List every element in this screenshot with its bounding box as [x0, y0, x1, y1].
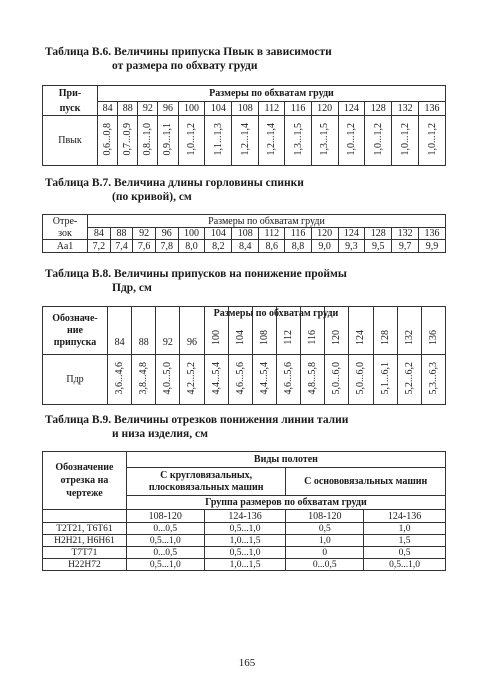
table-b8-value-text: 5,2...6,2 [403, 361, 415, 395]
table-b8-value-text: 5,3...6,3 [427, 361, 439, 395]
table-b9-fabric-1 [126, 468, 286, 496]
table-b8-row-label: Пдр [43, 355, 108, 405]
table-b9-value-cell: 0...0,5 [126, 547, 204, 559]
table-b7-value-cell: 7,4 [110, 240, 133, 253]
table-b6-size-cell: 88 [118, 102, 138, 116]
table-b8-row-header-1: Обозначе- [52, 312, 98, 324]
table-b8-size-text: 136 [427, 330, 439, 345]
table-b6-value-cell [138, 116, 158, 166]
table-b9-fabric-1-line2: плосковязальных машин [148, 481, 264, 493]
table-b6-value-text: 0,8...1,0 [142, 122, 154, 156]
table-b7-size-cell: 108 [232, 228, 259, 240]
table-b6-value-text: 1,1...1,3 [212, 122, 224, 156]
table-b7-value-cell: 8,8 [285, 240, 311, 253]
table-b8-size-text: 96 [186, 337, 197, 348]
table-b7-size-cell: 96 [155, 228, 178, 240]
table-b6-caption [45, 45, 332, 73]
table-b9-row-header-1: Обозначение [55, 462, 114, 473]
table-b6-value-text: 0,7...0,9 [122, 122, 134, 156]
table-b6-size-cell: 92 [138, 102, 158, 116]
table-b8-size-text: 128 [379, 330, 391, 345]
table-b9-group-header: Группа размеров по обхватам груди [126, 496, 445, 510]
table-b6-row-label: Пвык [43, 116, 98, 166]
table-b6-value-cell [419, 116, 446, 166]
table-b6-row-header-bottom: пуск [43, 102, 98, 116]
table-row [43, 559, 446, 571]
table-row [43, 547, 446, 559]
table-b7-row-header-bottom: зок [43, 228, 88, 240]
table-b7-size-cell: 132 [392, 228, 419, 240]
table-b6-value-cell [285, 116, 311, 166]
table-b7-value-cell: 9,3 [338, 240, 365, 253]
table-b7-size-cell: 104 [205, 228, 232, 240]
table-b7-size-cell: 124 [338, 228, 365, 240]
table-b6-value-text: 1,3...1,5 [292, 122, 304, 156]
table-b6-value-text: 1,2...1,4 [266, 122, 278, 156]
table-b7-value-cell: 9,5 [365, 240, 392, 253]
table-b9-value-cell: 0...0,5 [286, 559, 364, 571]
table-b6-value-text: 1,0...1,2 [345, 122, 357, 156]
table-b6-value-cell [392, 116, 419, 166]
table-b6-value-cell [232, 116, 259, 166]
table-b8-value-cell [204, 355, 228, 405]
table-b6-size-cell: 84 [98, 102, 118, 116]
table-b9-row-label: Н22Н72 [43, 559, 127, 571]
table-b9-fabric-1-line1: С кругловязальных, [160, 469, 253, 481]
table-b7 [42, 214, 446, 253]
table-b8-size-text: 84 [114, 337, 125, 348]
table-b6-value-text: 0,9...1,1 [162, 122, 174, 156]
table-b8-value-cell [228, 355, 252, 405]
table-b7-group-header: Размеры по обхватам груди [88, 215, 446, 228]
table-b9-value-cell: 0 [286, 547, 364, 559]
table-b6-size-cell: 112 [259, 102, 285, 116]
table-b9-caption [45, 413, 348, 441]
table-b8-value-text: 5,0...6,0 [331, 361, 343, 395]
page-number: 165 [238, 657, 256, 669]
table-b9 [42, 451, 446, 571]
table-b8-value-cell [421, 355, 445, 405]
table-b6-value-cell [259, 116, 285, 166]
table-b9-value-cell: 0,5...1,0 [126, 535, 204, 547]
table-row [43, 523, 446, 535]
table-b8-size-text: 132 [403, 330, 415, 345]
table-b6-value-cell [158, 116, 178, 166]
table-b6-size-cell: 108 [232, 102, 259, 116]
table-b6-size-cell: 128 [365, 102, 392, 116]
table-b7-size-cell: 120 [311, 228, 338, 240]
table-b6-caption-line2: от размера по обхвату груди [112, 60, 258, 72]
table-b8-value-text: 4,2...5,2 [186, 361, 198, 395]
table-b6-size-cell: 132 [392, 102, 419, 116]
table-b8-value-cell [252, 355, 276, 405]
table-b8-size-text: 100 [210, 330, 222, 345]
table-b9-value-cell: 0...0,5 [126, 523, 204, 535]
table-b9-value-cell: 0,5...1,0 [204, 523, 286, 535]
table-b9-row-header-3: чертеже [66, 488, 103, 499]
table-b8-caption-line1: Таблица В.8. Величины припусков на понижение проймы [45, 268, 347, 280]
table-b7-size-cell: 128 [365, 228, 392, 240]
table-b7-size-cell: 88 [110, 228, 133, 240]
table-b8-size-text: 112 [283, 330, 295, 345]
table-b7-value-cell: 7,6 [133, 240, 156, 253]
table-b9-value-cell: 0,5...1,0 [126, 559, 204, 571]
table-b7-size-cell: 116 [285, 228, 311, 240]
table-row [43, 535, 446, 547]
table-b6-value-cell [365, 116, 392, 166]
table-b6-size-cell: 96 [158, 102, 178, 116]
table-b7-size-cell: 100 [178, 228, 205, 240]
table-b8-value-text: 3,8...4,8 [138, 361, 150, 395]
table-b6-value-cell [205, 116, 232, 166]
table-b8-value-text: 5,1...6,1 [379, 361, 391, 395]
table-b6-value-text: 1,0...1,2 [426, 122, 438, 156]
table-b9-value-cell: 1,0...1,5 [204, 559, 286, 571]
table-b9-range-cell: 124-136 [364, 510, 446, 523]
table-b8-value-text: 4,4...5,4 [258, 361, 270, 395]
table-b8-value-text: 3,6...4,6 [114, 361, 126, 395]
table-b6-value-cell [118, 116, 138, 166]
table-b9-row-label: Н2Н21, Н6Н61 [43, 535, 127, 547]
table-b9-range-cell: 108-120 [126, 510, 204, 523]
table-b7-value-cell: 9,9 [419, 240, 446, 253]
table-b7-value-cell: 8,2 [205, 240, 232, 253]
table-b9-fabric-header: Виды полотен [126, 452, 445, 468]
table-b7-value-cell: 7,2 [88, 240, 111, 253]
table-b6-value-text: 1,0...1,2 [399, 122, 411, 156]
table-b9-row-label: Т2Т21, Т6Т61 [43, 523, 127, 535]
table-b8-size-text: 108 [258, 330, 270, 345]
table-b9-value-cell: 1,0 [286, 535, 364, 547]
table-b6-size-cell: 100 [178, 102, 205, 116]
table-b6-size-cell: 104 [205, 102, 232, 116]
table-b6-size-cell: 124 [338, 102, 365, 116]
table-b8-value-text: 4,8...5,8 [307, 361, 319, 395]
table-b7-value-cell: 8,4 [232, 240, 259, 253]
table-b6-value-text: 1,2...1,4 [239, 122, 251, 156]
table-b8-value-cell [397, 355, 421, 405]
table-b6-value-text: 1,0...1,2 [372, 122, 384, 156]
table-b9-row-header [43, 452, 127, 510]
table-b8-value-text: 4,6...5,6 [283, 361, 295, 395]
table-b8-caption [45, 267, 347, 295]
table-b8-value-cell [180, 355, 204, 405]
table-b8-size-text: 92 [162, 337, 173, 348]
table-b7-size-cell: 84 [88, 228, 111, 240]
table-b6-row-header-top: При- [43, 86, 98, 102]
table-b9-caption-line1: Таблица В.9. Величины отрезков понижения линии талии [45, 414, 349, 426]
table-b7-value-cell: 8,6 [259, 240, 285, 253]
table-b7-value-cell: 9,0 [311, 240, 338, 253]
table-b9-value-cell: 0,5 [364, 547, 446, 559]
table-b9-value-cell: 1,0 [364, 523, 446, 535]
table-b8-value-cell [156, 355, 180, 405]
table-b6-caption-line1: Таблица В.6. Величины припуска Пвык в зависимости [45, 46, 332, 58]
table-b9-value-cell: 0,5 [286, 523, 364, 535]
table-b8-value-text: 4,0...5,0 [162, 361, 174, 395]
table-b8-value-cell [301, 355, 325, 405]
table-b6-size-cell: 116 [285, 102, 311, 116]
table-b9-range-spacer [43, 510, 127, 523]
table-b9-value-cell: 0,5...1,0 [364, 559, 446, 571]
table-b7-caption [45, 176, 304, 204]
table-b6-value-cell [98, 116, 118, 166]
table-b8-value-text: 4,6...5,6 [234, 361, 246, 395]
table-b7-caption-line1: Таблица В.7. Величина длины горловины спинки [45, 177, 304, 189]
table-b6 [42, 85, 446, 166]
table-b8 [42, 306, 446, 405]
table-b7-size-cell: 112 [259, 228, 285, 240]
table-b6-size-cell: 136 [419, 102, 446, 116]
table-b7-size-cell: 136 [419, 228, 446, 240]
table-b9-caption-line2: и низа изделия, см [112, 428, 208, 440]
table-b8-value-cell [325, 355, 349, 405]
table-b8-value-cell [373, 355, 397, 405]
table-b8-row-header-2: ние [67, 324, 83, 336]
table-b6-group-header: Размеры по обхватам груди [98, 86, 446, 102]
table-b8-size-text: 116 [307, 330, 319, 345]
table-b7-value-cell: 7,8 [155, 240, 178, 253]
table-b7-value-cell: 8,0 [178, 240, 205, 253]
table-b8-size-text: 120 [331, 330, 343, 345]
table-b8-size-text: 124 [355, 330, 367, 345]
table-b6-value-cell [311, 116, 338, 166]
table-b7-caption-line2: (по кривой), см [112, 191, 192, 203]
table-b8-value-cell [276, 355, 300, 405]
table-b8-value-cell [349, 355, 373, 405]
table-b9-value-cell: 0,5...1,0 [204, 547, 286, 559]
table-b8-size-text: 104 [234, 330, 246, 345]
table-b6-value-cell [178, 116, 205, 166]
table-b8-value-cell [108, 355, 132, 405]
table-b6-value-text: 0,6...0,8 [102, 122, 114, 156]
table-b9-range-cell: 108-120 [286, 510, 364, 523]
table-b8-value-text: 5,0...6,0 [355, 361, 367, 395]
table-b9-row-label: Т7Т71 [43, 547, 127, 559]
table-b8-caption-line2: Пдр, см [112, 282, 152, 294]
table-b7-row-header-top: Отре- [43, 215, 88, 228]
table-b8-value-text: 4,4...5,4 [210, 361, 222, 395]
table-b6-value-text: 1,3...1,5 [319, 122, 331, 156]
table-b9-fabric-2: С основовязальных машин [286, 468, 446, 496]
table-b7-row-label: Аа1 [43, 240, 88, 253]
table-b6-value-text: 1,0...1,2 [185, 122, 197, 156]
table-b8-group-header: Размеры по обхватам груди [213, 308, 339, 319]
table-b6-value-cell [338, 116, 365, 166]
table-b9-value-cell: 1,0...1,5 [204, 535, 286, 547]
table-b8-size-text: 88 [138, 337, 149, 348]
table-b9-value-cell: 1,5 [364, 535, 446, 547]
table-b9-range-cell: 124-136 [204, 510, 286, 523]
table-b8-row-header-3: припуска [53, 336, 97, 348]
table-b9-row-header-2: отрезка на [60, 475, 109, 486]
table-b8-row-header [43, 307, 108, 355]
table-b7-value-cell: 9,7 [392, 240, 419, 253]
table-b6-size-cell: 120 [311, 102, 338, 116]
table-b8-value-cell [132, 355, 156, 405]
table-b7-size-cell: 92 [133, 228, 156, 240]
